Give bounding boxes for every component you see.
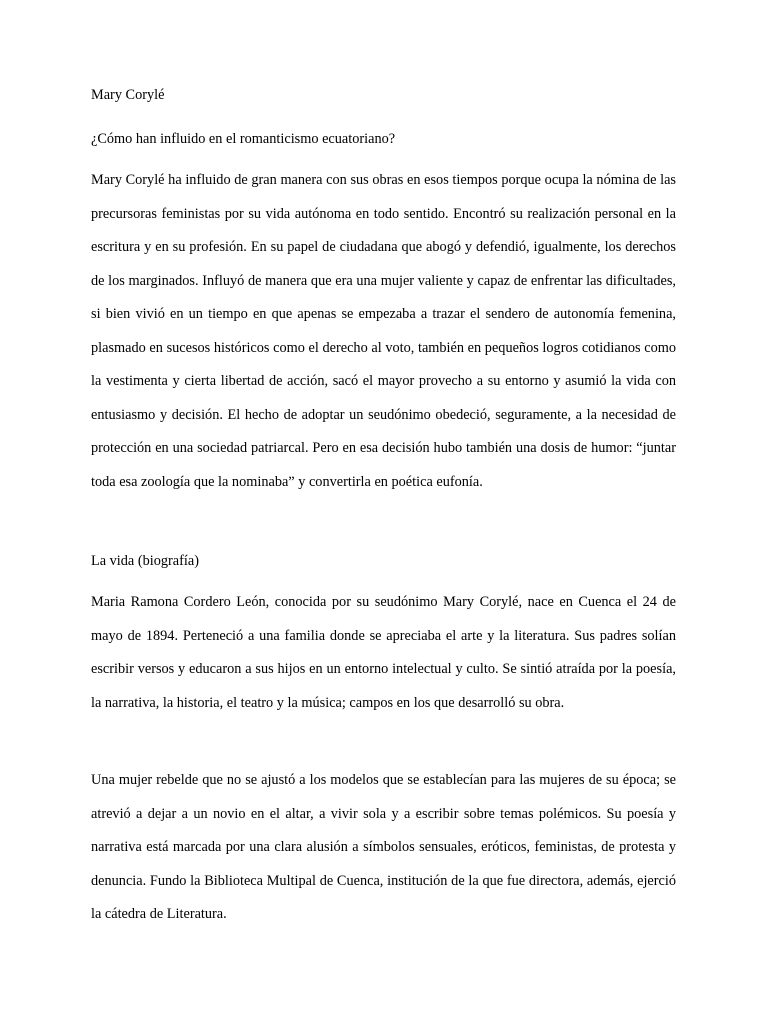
question-heading: ¿Cómo han influido en el romanticismo ecuatoriano? — [91, 131, 396, 147]
paragraph-biography: Maria Ramona Cordero León, conocida por su seudónimo Mary Corylé, nace en Cuenca el 24 de mayo de 1894. Perteneció a una familia donde se apreciaba el arte y la literatura. Sus padres solían escribir versos y educaron a sus hijos en un entorno intelectual y culto. Se sintió atraída por la poesía, la narrativa, la historia, el teatro y la música; campos en los que desarrolló su obra. — [91, 594, 676, 711]
document-title: Mary Corylé — [91, 87, 165, 103]
paragraph-rebel-woman: Una mujer rebelde que no se ajustó a los modelos que se establecían para las mujeres de su época; se atrevió a dejar a un novio en el altar, a vivir sola y a escribir sobre temas polémicos. Su poesía y narrativa está marcada por una clara alusión a símbolos sensuales, eróticos, feministas, de protesta y denuncia. Fundo la Biblioteca Multipal de Cuenca, institución de la que fue directora, además, ejerció la cátedra de Literatura. — [91, 772, 676, 922]
section-heading-biography: La vida (biografía) — [91, 553, 199, 569]
paragraph-influence: Mary Corylé ha influido de gran manera con sus obras en esos tiempos porque ocupa la nómina de las precursoras feministas por su vida autónoma en todo sentido. Encontró su realización personal en la escritura y en su profesión. En su papel de ciudadana que abogó y defendió, igualmente, los derechos de los marginados. Influyó de manera que era una mujer valiente y capaz de enfrentar las dificultades, si bien vivió en un tiempo en que apenas se empezaba a trazar el sendero de autonomía femenina, plasmado en sucesos históricos como el derecho al voto, también en pequeños logros cotidianos como la vestimenta y cierta libertad de acción, sacó el mayor provecho a su entorno y asumió la vida con entusiasmo y decisión. El hecho de adoptar un seudónimo obedeció, seguramente, a la necesidad de protección en una sociedad patriarcal. Pero en esa decisión hubo también una dosis de humor: “juntar toda esa zoología que la nominaba” y convertirla en poética eufonía. — [91, 172, 676, 490]
